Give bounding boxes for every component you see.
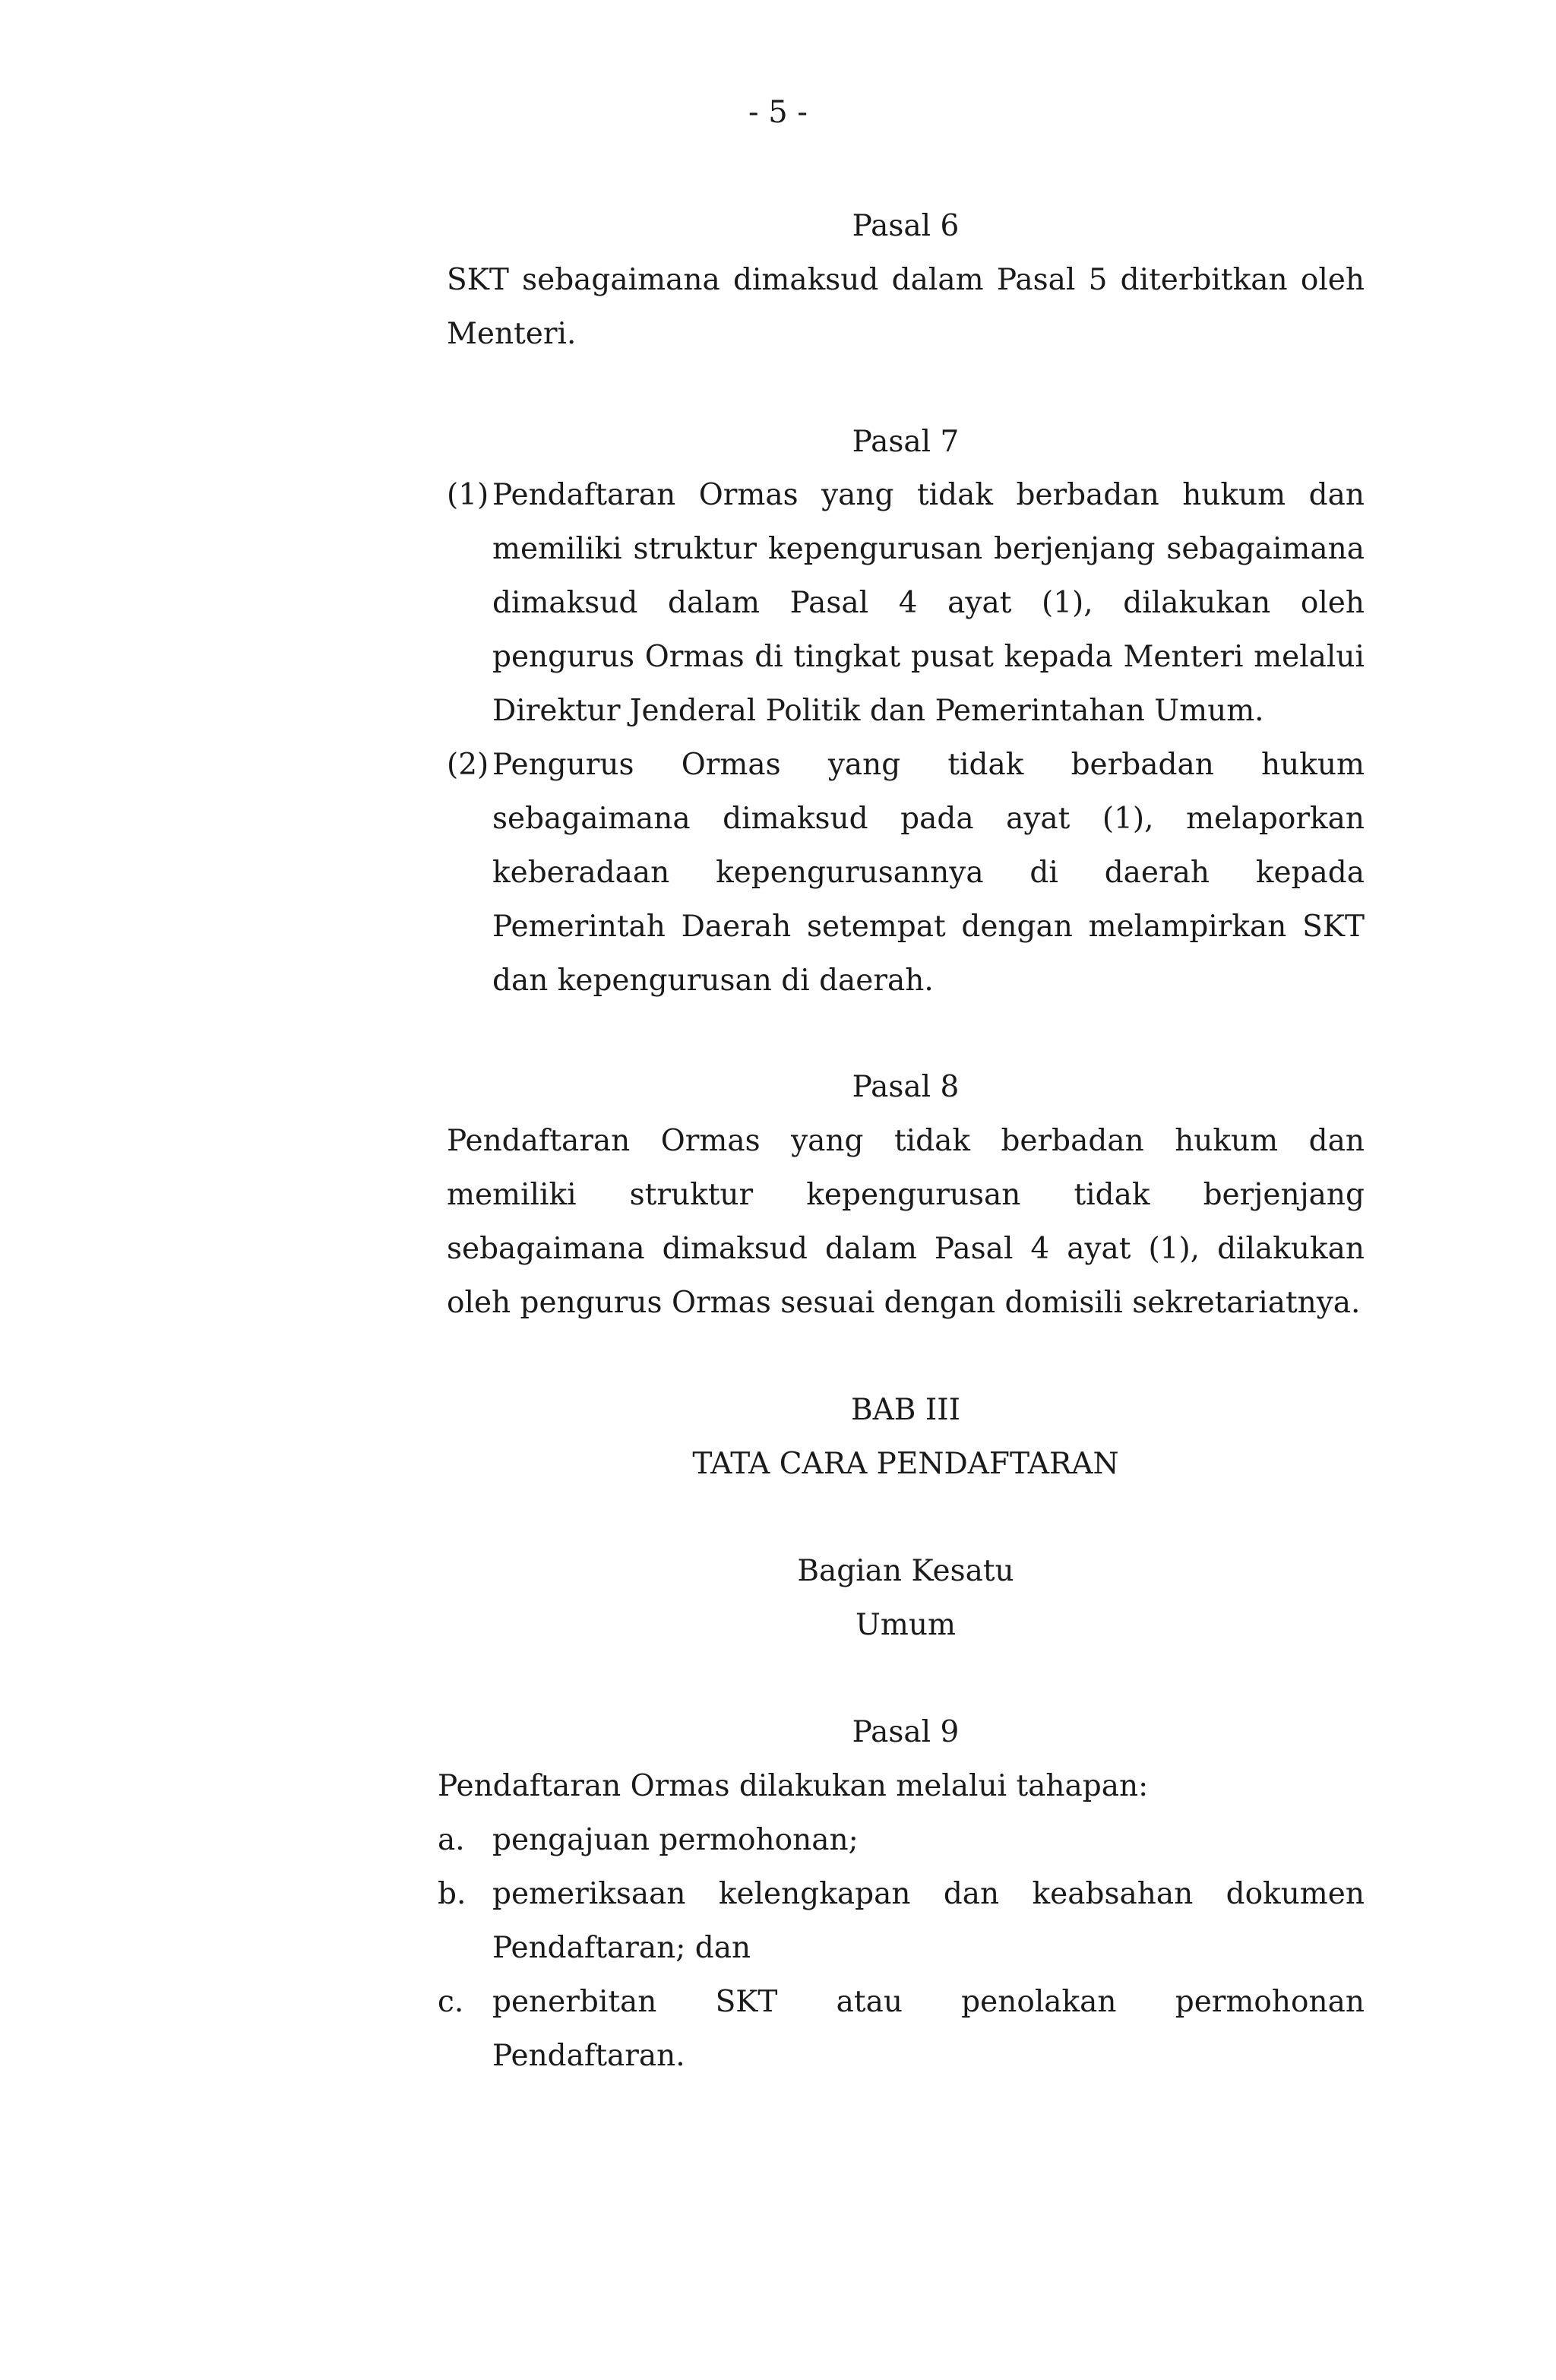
ayat-marker: (2) <box>447 748 489 782</box>
pasal-9-item-c <box>438 1975 1365 2083</box>
pasal-8-body <box>447 1114 1365 1330</box>
item-text: pengajuan permohonan; <box>492 1823 859 1857</box>
ayat-text: Pengurus Ormas yang tidak berbadan hukum sebagaimana dimaksud pada ayat (1), melaporkan keberadaan kepengurusannya di daerah kepada Pemerintah Daerah setempat dengan melampirkan SKT dan kepengurusan di daerah. <box>492 748 1365 998</box>
pasal-9-item-b <box>438 1867 1365 1975</box>
ayat-marker: (1) <box>447 478 489 512</box>
page-number: - 5 - <box>748 95 808 130</box>
section-number: Bagian Kesatu <box>797 1554 1014 1588</box>
ayat-text: Pendaftaran Ormas yang tidak berbadan hukum dan memiliki struktur kepengurusan berjenjang sebagaimana dimaksud dalam Pasal 4 ayat (1), dilakukan oleh pengurus Ormas di tingkat pusat kepada Menteri melalui Direktur Jenderal Politik dan Pemerintahan Umum. <box>492 478 1365 728</box>
pasal-8-text: Pendaftaran Ormas yang tidak berbadan hukum dan memiliki struktur kepengurusan tidak berjenjang sebagaimana dimaksud dalam Pasal 4 ayat (1), dilakukan oleh pengurus Ormas sesuai dengan domisili sekretariatnya. <box>447 1124 1365 1320</box>
section-title: Umum <box>855 1608 956 1642</box>
item-marker: c. <box>438 1985 464 2019</box>
chapter-title: TATA CARA PENDAFTARAN <box>692 1447 1119 1481</box>
pasal-6-body <box>447 253 1365 361</box>
pasal-7-ayat-1 <box>447 468 1365 738</box>
pasal-7-ayat-2 <box>447 738 1365 1008</box>
pasal-9-title: Pasal 9 <box>852 1715 960 1749</box>
pasal-9-body <box>438 1759 1365 2083</box>
item-marker: a. <box>438 1823 465 1857</box>
chapter-number: BAB III <box>850 1393 961 1427</box>
pasal-9-item-a <box>438 1813 1365 1867</box>
pasal-8-title: Pasal 8 <box>852 1070 960 1104</box>
item-marker: b. <box>438 1877 466 1911</box>
item-text: pemeriksaan kelengkapan dan keabsahan dokumen Pendaftaran; dan <box>492 1877 1365 1965</box>
pasal-6-text: SKT sebagaimana dimaksud dalam Pasal 5 diterbitkan oleh Menteri. <box>447 263 1365 351</box>
item-text: penerbitan SKT atau penolakan permohonan Pendaftaran. <box>492 1985 1365 2073</box>
pasal-9-intro: Pendaftaran Ormas dilakukan melalui tahapan: <box>438 1769 1149 1803</box>
pasal-7-title: Pasal 7 <box>852 425 960 459</box>
pasal-6-title: Pasal 6 <box>852 209 960 243</box>
pasal-7-body <box>447 468 1365 1008</box>
